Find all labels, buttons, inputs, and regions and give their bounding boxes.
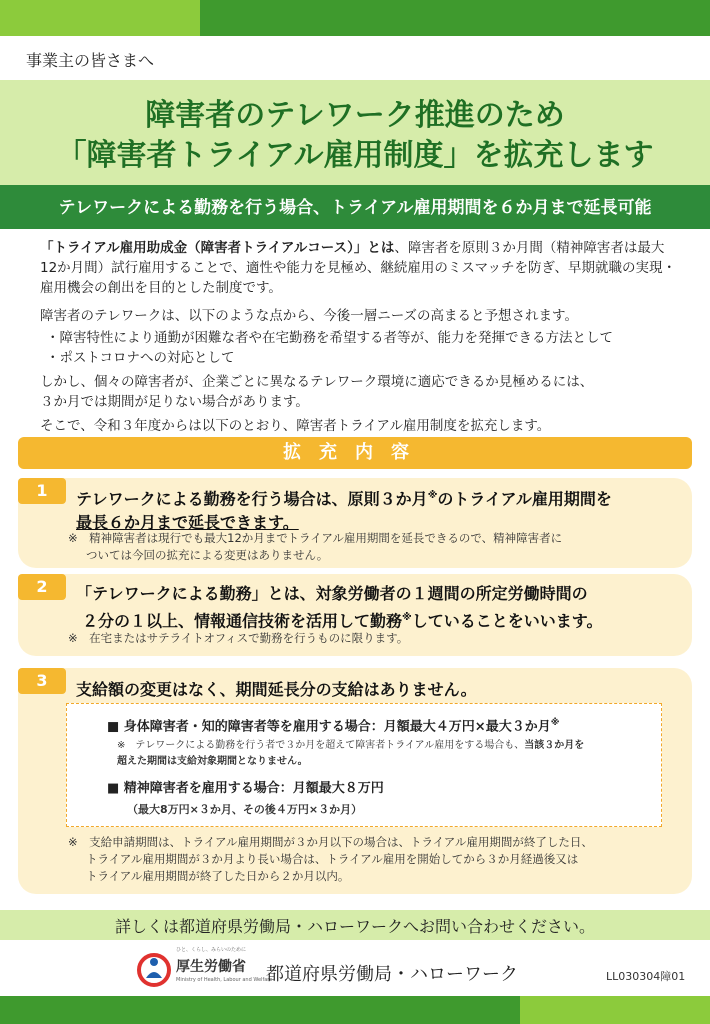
item-2-main-line-1: 「テレワークによる勤務」とは、対象労働者の１週間の所定労働時間の [76,584,588,603]
item-3-note: ※ 支給申請期間は、トライアル雇用期間が３か月以下の場合は、トライアル雇用期間が終了した日、 トライアル雇用期間が３か月より長い場合は、トライアル雇用を開始してから３か月経過後又は トライアル雇用期間が終了した日から２か月以内。 [68,835,593,883]
bottom-band-light-green [520,996,710,1024]
title-line-1: 障害者のテレワーク推進のため [145,98,565,133]
item-2-main-line-2: ２分の１以上、情報通信技術を活用して勤務※していることをいいます。 [82,611,603,631]
expansion-item-1 [18,478,692,568]
bottom-decoration-band [0,996,710,1024]
expansion-item-2 [18,574,692,656]
however-line-2: ３か月では期間が足りない場合があります。 [40,394,309,410]
intro-paragraph [40,238,680,298]
item-2-main [76,582,602,633]
title-line-2: 「障害者トライアル雇用制度」を拡充します [56,138,654,173]
page-title [0,96,710,176]
however-line-1: しかし、個々の障害者が、企業ごとに異なるテレワーク環境に適応できるか見極めるには、 [40,374,594,390]
ministry-logo-icon [136,952,172,988]
ministry-tagline: ひと、くらし、みらいのために [176,947,247,953]
item-1-main-line-2: 最長６か月まで延長できます。 [76,513,299,533]
audience-label: 事業主の皆さまへ [26,51,155,70]
contact-message: 詳しくは都道府県労働局・ハローワークへお問い合わせください。 [114,917,595,936]
item-3-main: 支給額の変更はなく、期間延長分の支給はありません。 [76,680,477,699]
bullet-item: ・ポストコロナへの対応として [46,350,235,366]
intro-rest: 、障害者を原則３か月間（精神障害者は最大12か月間）試行雇用することで、適性や能力を見極め、継続雇用のミスマッチを防ぎ、早期就職の実現・雇用機会の創出を目的とした制度です。 [40,240,677,296]
subtitle: テレワークによる勤務を行う場合、トライアル雇用期間を６か月まで延長可能 [58,198,652,218]
bullet-item: ・障害特性により通勤が困難な者や在宅勤務を希望する者等が、能力を発揮できる方法として [46,330,613,346]
subsidy-mental-detail: （最大8万円×３か月、その後４万円×３か月） [127,803,363,816]
needs-bullets [46,328,613,368]
intro-lead: 「トライアル雇用助成金（障害者トライアルコース）」とは [40,240,395,256]
top-band-dark-green [200,0,710,36]
top-band-light-green [0,0,200,36]
therefore-paragraph: そこで、令和３年度からは以下のとおり、障害者トライアル雇用制度を拡充します。 [40,418,551,434]
subsidy-details-box [66,703,662,827]
ministry-name: 厚生労働省 [176,959,246,975]
however-paragraph [40,372,690,412]
item-1-note: ※ 精神障害者は現行でも最大12か月までトライアル雇用期間を延長できるので、精神障害者に ついては今回の拡充による変更はありません。 [68,531,563,562]
subsidy-telework-note: ※ テレワークによる勤務を行う者で３か月を超えて障害者トライアル雇用をする場合も、当該３か月を 超えた期間は支給対象期間となりません。 [117,740,585,767]
subsidy-physical-intellectual: ■ 身体障害者・知的障害者等を雇用する場合：月額最大４万円×最大３か月※ [107,718,560,735]
needs-paragraph: 障害者のテレワークは、以下のような点から、今後一層ニーズの高まると予想されます。 [40,308,578,324]
expansion-header: 拡充内容 [18,437,692,469]
item-number: 3 [18,668,66,694]
document-code: LL030304障01 [606,970,686,983]
item-1-main-line-1: テレワークによる勤務を行う場合は、原則３か月※のトライアル雇用期間を [76,489,612,509]
ministry-english-name: Ministry of Health, Labour and Welfare [176,977,273,983]
labour-bureau-hellowork: 都道府県労働局・ハローワーク [266,964,518,985]
item-1-main [76,484,612,535]
item-number: 2 [18,574,66,600]
subsidy-mental: ■ 精神障害者を雇用する場合：月額最大８万円 [107,781,384,796]
top-decoration-band [0,0,710,40]
item-2-note: ※ 在宅またはサテライトオフィスで勤務を行うものに限ります。 [68,631,409,645]
item-number: 1 [18,478,66,504]
